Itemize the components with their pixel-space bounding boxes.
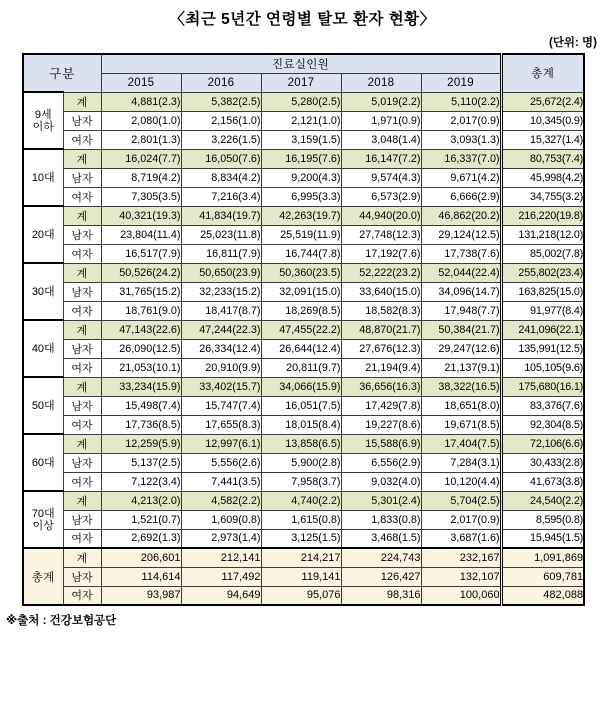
cell-total: 34,755(3.2) [501,187,584,206]
table-row [23,320,584,339]
cell-value: 212,141 [181,548,261,567]
cell-value: 52,044(22.4) [421,263,501,282]
cell-value: 132,107 [421,567,501,586]
sex-label: 남자 [63,168,101,187]
cell-value: 15,588(6.9) [341,434,421,453]
age-label-line2: 이하 [32,120,54,133]
sex-label: 남자 [63,339,101,358]
table-row [23,377,584,396]
cell-value: 15,498(7.4) [101,396,181,415]
cell-total: 135,991(12.5) [501,339,584,358]
cell-value: 94,649 [181,586,261,605]
cell-total: 41,673(3.8) [501,472,584,491]
cell-value: 16,147(7.2) [341,149,421,168]
cell-value: 16,050(7.6) [181,149,261,168]
cell-value: 27,676(12.3) [341,339,421,358]
cell-value: 12,997(6.1) [181,434,261,453]
cell-value: 8,719(4.2) [101,168,181,187]
cell-value: 2,080(1.0) [101,111,181,130]
sex-label: 여자 [63,529,101,548]
cell-value: 13,858(6.5) [261,434,341,453]
sex-label: 계 [63,206,101,225]
cell-value: 2,801(1.3) [101,130,181,149]
header-year-2016: 2016 [181,73,261,92]
cell-value: 18,015(8.4) [261,415,341,434]
cell-value: 16,517(7.9) [101,244,181,263]
cell-value: 6,573(2.9) [341,187,421,206]
cell-value: 3,048(1.4) [341,130,421,149]
cell-value: 126,427 [341,567,421,586]
cell-value: 20,910(9.9) [181,358,261,377]
cell-value: 2,017(0.9) [421,510,501,529]
cell-value: 232,167 [421,548,501,567]
cell-value: 26,334(12.4) [181,339,261,358]
header-year-2018: 2018 [341,73,421,92]
cell-value: 16,811(7.9) [181,244,261,263]
table-row [23,529,584,548]
table-body [23,92,584,605]
cell-value: 33,402(15.7) [181,377,261,396]
cell-value: 114,614 [101,567,181,586]
cell-value: 17,404(7.5) [421,434,501,453]
cell-total: 45,998(4.2) [501,168,584,187]
cell-value: 19,671(8.5) [421,415,501,434]
cell-value: 17,738(7.6) [421,244,501,263]
cell-value: 26,090(12.5) [101,339,181,358]
cell-value: 6,556(2.9) [341,453,421,472]
age-label-4: 40대 [23,320,63,377]
cell-value: 3,125(1.5) [261,529,341,548]
cell-value: 5,019(2.2) [341,92,421,111]
cell-value: 47,244(22.3) [181,320,261,339]
cell-value: 119,141 [261,567,341,586]
cell-value: 1,971(0.9) [341,111,421,130]
age-label-line1: 70대 [31,507,55,520]
cell-total: 15,327(1.4) [501,130,584,149]
sex-label: 여자 [63,244,101,263]
cell-value: 1,833(0.8) [341,510,421,529]
cell-value: 26,644(12.4) [261,339,341,358]
table-row [23,472,584,491]
cell-total: 72,106(6.6) [501,434,584,453]
cell-value: 34,066(15.9) [261,377,341,396]
sex-label: 여자 [63,130,101,149]
cell-value: 4,881(2.3) [101,92,181,111]
cell-value: 3,226(1.5) [181,130,261,149]
cell-total: 80,753(7.4) [501,149,584,168]
cell-value: 2,121(1.0) [261,111,341,130]
sex-label: 여자 [63,472,101,491]
table-row [23,187,584,206]
cell-value: 23,804(11.4) [101,225,181,244]
cell-value: 3,468(1.5) [341,529,421,548]
cell-value: 33,640(15.0) [341,282,421,301]
cell-value: 9,574(4.3) [341,168,421,187]
table-row [23,130,584,149]
cell-value: 2,973(1.4) [181,529,261,548]
cell-value: 21,137(9.1) [421,358,501,377]
table-row [23,453,584,472]
cell-value: 17,192(7.6) [341,244,421,263]
table-row [23,358,584,377]
cell-value: 5,900(2.8) [261,453,341,472]
table-row [23,282,584,301]
table-row [23,92,584,111]
cell-total: 92,304(8.5) [501,415,584,434]
sex-label: 계 [63,149,101,168]
cell-value: 100,060 [421,586,501,605]
grand-total-label: 총계 [23,548,63,605]
cell-value: 42,263(19.7) [261,206,341,225]
unit-label: (단위: 명) [548,37,597,49]
age-label-5: 50대 [23,377,63,434]
cell-value: 4,582(2.2) [181,491,261,510]
cell-value: 7,958(3.7) [261,472,341,491]
cell-value: 214,217 [261,548,341,567]
cell-value: 1,609(0.8) [181,510,261,529]
table-row [23,396,584,415]
table-row [23,263,584,282]
cell-value: 19,227(8.6) [341,415,421,434]
cell-value: 17,736(8.5) [101,415,181,434]
sex-label: 계 [63,263,101,282]
cell-value: 31,765(15.2) [101,282,181,301]
cell-value: 7,284(3.1) [421,453,501,472]
cell-value: 52,222(23.2) [341,263,421,282]
cell-value: 3,093(1.3) [421,130,501,149]
cell-value: 3,159(1.5) [261,130,341,149]
age-label-7 [23,491,63,548]
cell-value: 17,948(7.7) [421,301,501,320]
cell-total: 255,802(23.4) [501,263,584,282]
cell-total: 25,672(2.4) [501,92,584,111]
table-container [0,53,605,606]
sex-label: 남자 [63,282,101,301]
cell-value: 29,247(12.6) [421,339,501,358]
header-year-2017: 2017 [261,73,341,92]
cell-value: 2,156(1.0) [181,111,261,130]
cell-value: 95,076 [261,586,341,605]
cell-value: 2,017(0.9) [421,111,501,130]
sex-label: 남자 [63,567,101,586]
cell-value: 27,748(12.3) [341,225,421,244]
cell-value: 12,259(5.9) [101,434,181,453]
cell-total: 91,977(8.4) [501,301,584,320]
cell-value: 1,615(0.8) [261,510,341,529]
cell-total: 24,540(2.2) [501,491,584,510]
sex-label: 계 [63,434,101,453]
cell-total: 105,105(9.6) [501,358,584,377]
cell-value: 36,656(16.3) [341,377,421,396]
header-gubun: 구분 [23,54,101,92]
cell-value: 9,671(4.2) [421,168,501,187]
header-row-top [23,54,584,73]
sex-label: 남자 [63,225,101,244]
cell-value: 93,987 [101,586,181,605]
cell-value: 16,051(7.5) [261,396,341,415]
grand-total-row [23,548,584,567]
header-total: 총계 [501,54,584,92]
sex-label: 여자 [63,415,101,434]
cell-value: 4,740(2.2) [261,491,341,510]
cell-value: 44,940(20.0) [341,206,421,225]
sex-label: 남자 [63,453,101,472]
cell-value: 46,862(20.2) [421,206,501,225]
cell-value: 5,110(2.2) [421,92,501,111]
cell-value: 2,692(1.3) [101,529,181,548]
table-row [23,149,584,168]
age-label-line1: 9세 [34,108,52,121]
cell-total: 1,091,869 [501,548,584,567]
age-label-line2: 이상 [32,519,54,532]
cell-value: 4,213(2.0) [101,491,181,510]
cell-value: 33,234(15.9) [101,377,181,396]
cell-value: 6,666(2.9) [421,187,501,206]
cell-value: 117,492 [181,567,261,586]
header-year-2015: 2015 [101,73,181,92]
cell-value: 5,301(2.4) [341,491,421,510]
table-row [23,510,584,529]
cell-value: 7,122(3.4) [101,472,181,491]
cell-value: 50,384(21.7) [421,320,501,339]
sex-label: 계 [63,92,101,111]
cell-value: 21,194(9.4) [341,358,421,377]
cell-value: 5,280(2.5) [261,92,341,111]
table-row [23,244,584,263]
hair-loss-patient-table [22,53,585,606]
cell-value: 16,195(7.6) [261,149,341,168]
age-label-6: 60대 [23,434,63,491]
cell-value: 224,743 [341,548,421,567]
table-header [23,54,584,92]
cell-total: 8,595(0.8) [501,510,584,529]
table-row [23,339,584,358]
cell-total: 15,945(1.5) [501,529,584,548]
cell-value: 5,704(2.5) [421,491,501,510]
age-label-2: 20대 [23,206,63,263]
cell-value: 18,651(8.0) [421,396,501,415]
age-label-1: 10대 [23,149,63,206]
cell-value: 10,120(4.4) [421,472,501,491]
cell-total: 609,781 [501,567,584,586]
cell-value: 50,360(23.5) [261,263,341,282]
cell-total: 175,680(16.1) [501,377,584,396]
cell-value: 18,582(8.3) [341,301,421,320]
cell-total: 10,345(0.9) [501,111,584,130]
header-year-2019: 2019 [421,73,501,92]
cell-value: 29,124(12.5) [421,225,501,244]
table-row [23,491,584,510]
cell-total: 163,825(15.0) [501,282,584,301]
source-note: ※출처 : 건강보험공단 [6,615,117,627]
cell-total: 83,376(7.6) [501,396,584,415]
cell-value: 9,032(4.0) [341,472,421,491]
table-row [23,168,584,187]
cell-value: 18,417(8.7) [181,301,261,320]
table-row [23,415,584,434]
cell-value: 38,322(16.5) [421,377,501,396]
cell-value: 7,216(3.4) [181,187,261,206]
cell-value: 16,024(7.7) [101,149,181,168]
cell-total: 85,002(7.8) [501,244,584,263]
header-row-years [23,73,584,92]
cell-value: 48,870(21.7) [341,320,421,339]
sex-label: 남자 [63,111,101,130]
sex-label: 여자 [63,187,101,206]
cell-value: 8,834(4.2) [181,168,261,187]
cell-value: 40,321(19.3) [101,206,181,225]
cell-total: 482,088 [501,586,584,605]
sex-label: 여자 [63,301,101,320]
cell-value: 50,650(23.9) [181,263,261,282]
cell-value: 5,137(2.5) [101,453,181,472]
cell-total: 216,220(19.8) [501,206,584,225]
header-group-label: 진료실인원 [101,54,501,73]
age-label-3: 30대 [23,263,63,320]
cell-value: 41,834(19.7) [181,206,261,225]
grand-total-row [23,586,584,605]
cell-value: 1,521(0.7) [101,510,181,529]
cell-value: 98,316 [341,586,421,605]
sex-label: 남자 [63,396,101,415]
cell-value: 3,687(1.6) [421,529,501,548]
cell-value: 17,655(8.3) [181,415,261,434]
sex-label: 여자 [63,586,101,605]
cell-value: 16,337(7.0) [421,149,501,168]
cell-value: 16,744(7.8) [261,244,341,263]
table-row [23,301,584,320]
cell-value: 9,200(4.3) [261,168,341,187]
age-label-0 [23,92,63,149]
cell-value: 32,091(15.0) [261,282,341,301]
cell-value: 18,269(8.5) [261,301,341,320]
cell-total: 30,433(2.8) [501,453,584,472]
cell-value: 15,747(7.4) [181,396,261,415]
cell-total: 241,096(22.1) [501,320,584,339]
cell-value: 7,305(3.5) [101,187,181,206]
sex-label: 계 [63,491,101,510]
cell-total: 131,218(12.0) [501,225,584,244]
cell-value: 18,761(9.0) [101,301,181,320]
table-row [23,434,584,453]
cell-value: 206,601 [101,548,181,567]
cell-value: 47,143(22.6) [101,320,181,339]
sex-label: 계 [63,377,101,396]
table-row [23,206,584,225]
cell-value: 47,455(22.2) [261,320,341,339]
cell-value: 34,096(14.7) [421,282,501,301]
table-row [23,111,584,130]
sex-label: 계 [63,320,101,339]
cell-value: 6,995(3.3) [261,187,341,206]
page-title: 〈최근 5년간 연령별 탈모 환자 현황〉 [169,11,436,28]
cell-value: 7,441(3.5) [181,472,261,491]
cell-value: 5,382(2.5) [181,92,261,111]
cell-value: 32,233(15.2) [181,282,261,301]
cell-value: 5,556(2.6) [181,453,261,472]
cell-value: 20,811(9.7) [261,358,341,377]
cell-value: 25,023(11.8) [181,225,261,244]
cell-value: 17,429(7.8) [341,396,421,415]
grand-total-row [23,567,584,586]
sex-label: 계 [63,548,101,567]
cell-value: 50,526(24.2) [101,263,181,282]
sex-label: 남자 [63,510,101,529]
cell-value: 25,519(11.9) [261,225,341,244]
sex-label: 여자 [63,358,101,377]
cell-value: 21,053(10.1) [101,358,181,377]
table-row [23,225,584,244]
